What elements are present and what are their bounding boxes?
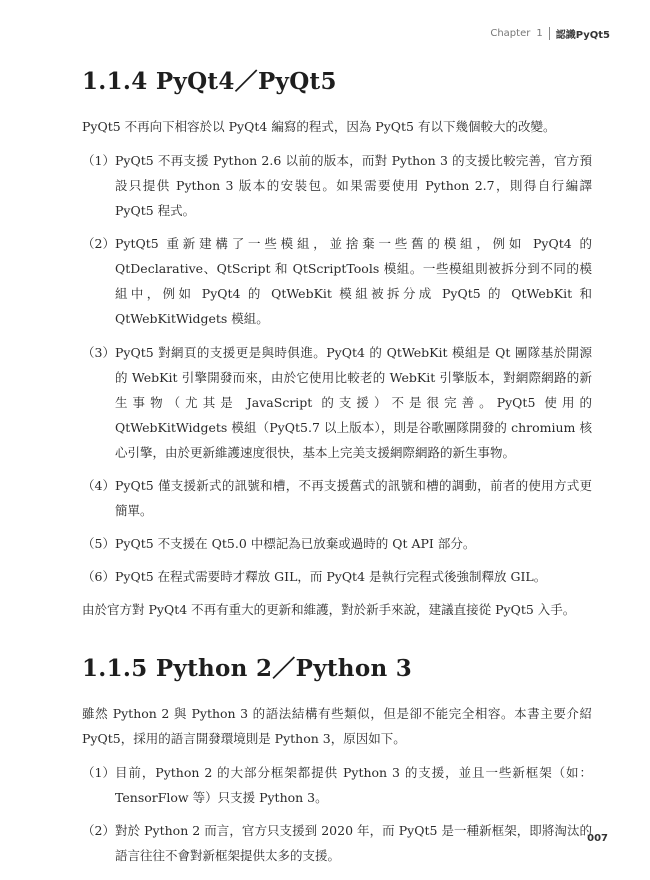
list-item-text: 目前，Python 2 的大部分框架都提供 Python 3 的支援，並且一些新框架（如：TensorFlow 等）只支援 Python 3。 bbox=[115, 765, 592, 805]
list-item bbox=[82, 564, 592, 589]
list-item bbox=[82, 148, 592, 223]
chapter-title: 認識PyQt5 bbox=[555, 30, 610, 41]
list-item-number: （2） bbox=[82, 236, 115, 251]
chapter-number: 1 bbox=[536, 28, 543, 39]
section-pyqt4-pyqt5 bbox=[82, 58, 592, 622]
list-item bbox=[82, 760, 592, 810]
section-intro: 雖然 Python 2 與 Python 3 的語法結構有些類似，但是卻不能完全相容。本書主要介紹 PyQt5，採用的語言開發環境則是 Python 3，原因如下。 bbox=[82, 706, 592, 746]
section-outro: 由於官方對 PyQt4 不再有重大的更新和維護，對於新手來說，建議直接從 PyQt5 入手。 bbox=[82, 602, 576, 617]
page-content bbox=[82, 58, 592, 868]
list-item-number: （4） bbox=[82, 478, 115, 493]
list-item-number: （1） bbox=[82, 765, 115, 780]
section-intro: PyQt5 不再向下相容於以 PyQt4 編寫的程式，因為 PyQt5 有以下幾個較大的改變。 bbox=[82, 119, 556, 134]
section-heading: 1.1.5 Python 2／Python 3 bbox=[82, 655, 413, 682]
section-python2-python3 bbox=[82, 645, 592, 868]
list-item bbox=[82, 473, 592, 523]
header-divider bbox=[549, 27, 550, 40]
list-item-text: PyQt5 在程式需要時才釋放 GIL，而 PyQt4 是執行完程式後強制釋放 GIL。 bbox=[115, 569, 547, 584]
chapter-label: Chapter bbox=[490, 28, 531, 39]
list-item bbox=[82, 531, 592, 556]
list-item-number: （1） bbox=[82, 153, 115, 168]
page-number: 007 bbox=[587, 833, 608, 844]
list-item-number: （5） bbox=[82, 536, 115, 551]
list-item-number: （3） bbox=[82, 345, 115, 360]
list-item bbox=[82, 231, 592, 331]
list-item-text: PytQt5 重新建構了一些模組，並捨棄一些舊的模組，例如 PyQt4 的 QtDeclarative、QtScript 和 QtScriptTools 模組。一些模組則被拆分到不同的模組中，例如 PyQt4 的 QtWebKit 模組被拆分成 PyQt5 的 QtWebKit 和 QtWebKitWidgets 模組。 bbox=[115, 236, 592, 326]
list-item bbox=[82, 340, 592, 465]
list-item-text: PyQt5 僅支援新式的訊號和槽，不再支援舊式的訊號和槽的調動，前者的使用方式更簡單。 bbox=[115, 478, 592, 518]
list-item bbox=[82, 818, 592, 868]
list-item-number: （2） bbox=[82, 823, 115, 838]
list-item-text: PyQt5 不支援在 Qt5.0 中標記為已放棄或過時的 Qt API 部分。 bbox=[115, 536, 476, 551]
list-item-text: PyQt5 不再支援 Python 2.6 以前的版本，而對 Python 3 的支援比較完善，官方預設只提供 Python 3 版本的安裝包。如果需要使用 Python 2.7，則得自行編譯 PyQt5 程式。 bbox=[115, 153, 592, 218]
list-item-text: PyQt5 對網頁的支援更是與時俱進。PyQt4 的 QtWebKit 模組是 Qt 團隊基於開源的 WebKit 引擎開發而來，由於它使用比較老的 WebKit 引擎版本，對網際網路的新生事物（尤其是 JavaScript 的支援）不是很完善。PyQt5 使用的 QtWebKitWidgets 模組（PyQt5.7 以上版本），則是谷歌團隊開發的 chromium 核心引擎，由於更新維護速度很快，基本上完美支援網際網路的新生事物。 bbox=[115, 345, 592, 460]
list-item-text: 對於 Python 2 而言，官方只支援到 2020 年，而 PyQt5 是一種新框架，即將淘汰的語言往往不會對新框架提供太多的支援。 bbox=[115, 823, 592, 863]
section-heading: 1.1.4 PyQt4／PyQt5 bbox=[82, 68, 337, 95]
page-header bbox=[490, 26, 610, 41]
list-item-number: （6） bbox=[82, 569, 115, 584]
